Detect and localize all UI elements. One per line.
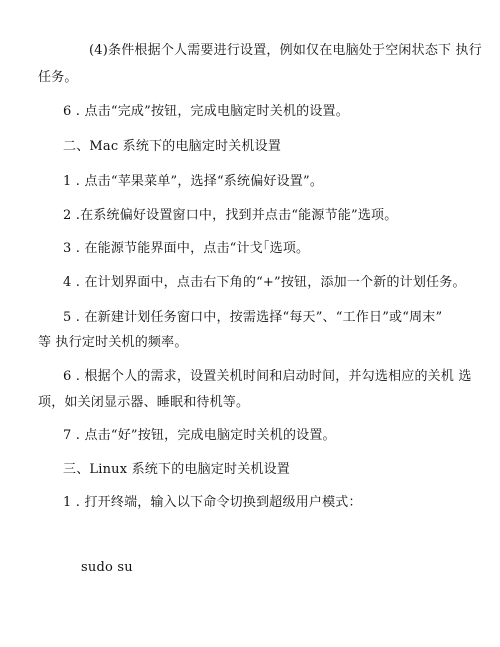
mac-step-5-line-1: 5 . 在新建计划任务窗口中，按需选择“每天”、“工作日”或“周末” bbox=[63, 310, 443, 325]
mac-step-7: 7 . 点击“好”按钮，完成电脑定时关机的设置。 bbox=[63, 428, 336, 443]
mac-step-3: 3 . 在能源节能界面中，点击“计戈｢选项。 bbox=[63, 241, 310, 256]
mac-step-6-line-2: 项，如关闭显示器、睡眠和待机等。 bbox=[38, 395, 250, 410]
linux-step-1: 1 . 打开终端，输入以下命令切换到超级用户模式： bbox=[63, 495, 362, 510]
mac-step-2: 2 .在系统偏好设置窗口中，找到并点击“能源节能”选项。 bbox=[63, 208, 398, 223]
code-command: sudo su bbox=[81, 560, 133, 575]
mac-step-1: 1 . 点击“苹果菜单”，选择“系统偏好设置”。 bbox=[63, 174, 324, 189]
section-heading-mac: 二、Mac 系统下的电脑定时关机设置 bbox=[63, 139, 282, 154]
mac-step-5-line-2: 等 执行定时关机的频率。 bbox=[38, 335, 188, 350]
section-heading-linux: 三、Linux 系统下的电脑定时关机设置 bbox=[63, 462, 290, 477]
paragraph-4-condition-line-1: (4)条件根据个人需要进行设置，例如仅在电脑处于空闲状态下 执行 bbox=[89, 43, 482, 58]
step-6-windows: 6 . 点击“完成”按钮，完成电脑定时关机的设置。 bbox=[63, 104, 349, 119]
paragraph-4-condition-line-2: 任务。 bbox=[38, 70, 78, 85]
mac-step-6-line-1: 6 . 根据个人的需求，设置关机时间和启动时间，并勾选相应的关机 选 bbox=[63, 369, 472, 384]
mac-step-4: 4 . 在计划界面中，点击右下角的“+”按钮，添加一个新的计划任务。 bbox=[63, 275, 466, 290]
